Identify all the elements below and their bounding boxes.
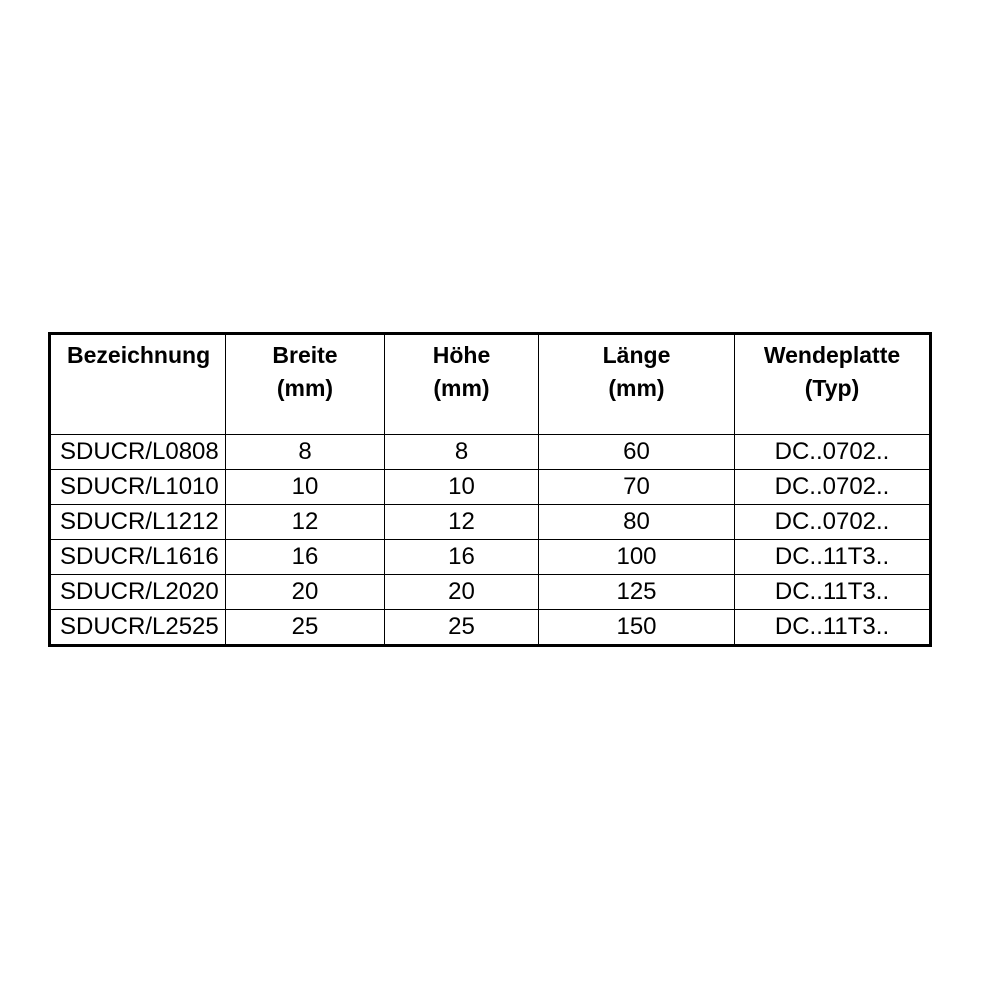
- cell-breite: 10: [226, 470, 385, 505]
- cell-laenge: 70: [539, 470, 735, 505]
- header-unit: (mm): [276, 375, 334, 401]
- cell-laenge: 125: [539, 575, 735, 610]
- cell-hoehe: 10: [385, 470, 539, 505]
- cell-laenge: 60: [539, 435, 735, 470]
- cell-wendeplatte: DC..11T3..: [735, 540, 931, 575]
- header-text: Höhe: [432, 342, 491, 368]
- header-hoehe: [385, 334, 539, 435]
- cell-wendeplatte: DC..11T3..: [735, 610, 931, 646]
- header-text: Breite: [272, 342, 338, 368]
- header-laenge: [539, 334, 735, 435]
- header-breite: [226, 334, 385, 435]
- cell-hoehe: 12: [385, 505, 539, 540]
- cell-hoehe: 25: [385, 610, 539, 646]
- cell-bezeichnung: SDUCR/L1010: [50, 470, 226, 505]
- cell-laenge: 100: [539, 540, 735, 575]
- cell-bezeichnung: SDUCR/L0808: [50, 435, 226, 470]
- header-text: Bezeichnung: [67, 342, 211, 368]
- cell-bezeichnung: SDUCR/L2020: [50, 575, 226, 610]
- spec-table: [48, 332, 932, 647]
- header-text: Wendeplatte: [763, 342, 901, 368]
- cell-laenge: 80: [539, 505, 735, 540]
- cell-hoehe: 16: [385, 540, 539, 575]
- cell-breite: 16: [226, 540, 385, 575]
- cell-bezeichnung: SDUCR/L2525: [50, 610, 226, 646]
- table-row: [50, 435, 931, 470]
- table-row: [50, 505, 931, 540]
- table-row: [50, 470, 931, 505]
- header-row: [50, 334, 931, 435]
- table-row: [50, 575, 931, 610]
- table-row: [50, 540, 931, 575]
- header-unit: (mm): [433, 375, 490, 401]
- cell-breite: 25: [226, 610, 385, 646]
- header-text: Länge: [602, 342, 671, 368]
- cell-wendeplatte: DC..0702..: [735, 435, 931, 470]
- cell-wendeplatte: DC..11T3..: [735, 575, 931, 610]
- header-unit: (mm): [608, 375, 665, 401]
- header-bezeichnung: [50, 334, 226, 435]
- cell-bezeichnung: SDUCR/L1616: [50, 540, 226, 575]
- cell-breite: 12: [226, 505, 385, 540]
- header-wendeplatte: [735, 334, 931, 435]
- header-unit: (Typ): [804, 375, 860, 401]
- cell-laenge: 150: [539, 610, 735, 646]
- cell-breite: 8: [226, 435, 385, 470]
- cell-bezeichnung: SDUCR/L1212: [50, 505, 226, 540]
- cell-wendeplatte: DC..0702..: [735, 505, 931, 540]
- cell-breite: 20: [226, 575, 385, 610]
- cell-wendeplatte: DC..0702..: [735, 470, 931, 505]
- cell-hoehe: 20: [385, 575, 539, 610]
- cell-hoehe: 8: [385, 435, 539, 470]
- table-row: [50, 610, 931, 646]
